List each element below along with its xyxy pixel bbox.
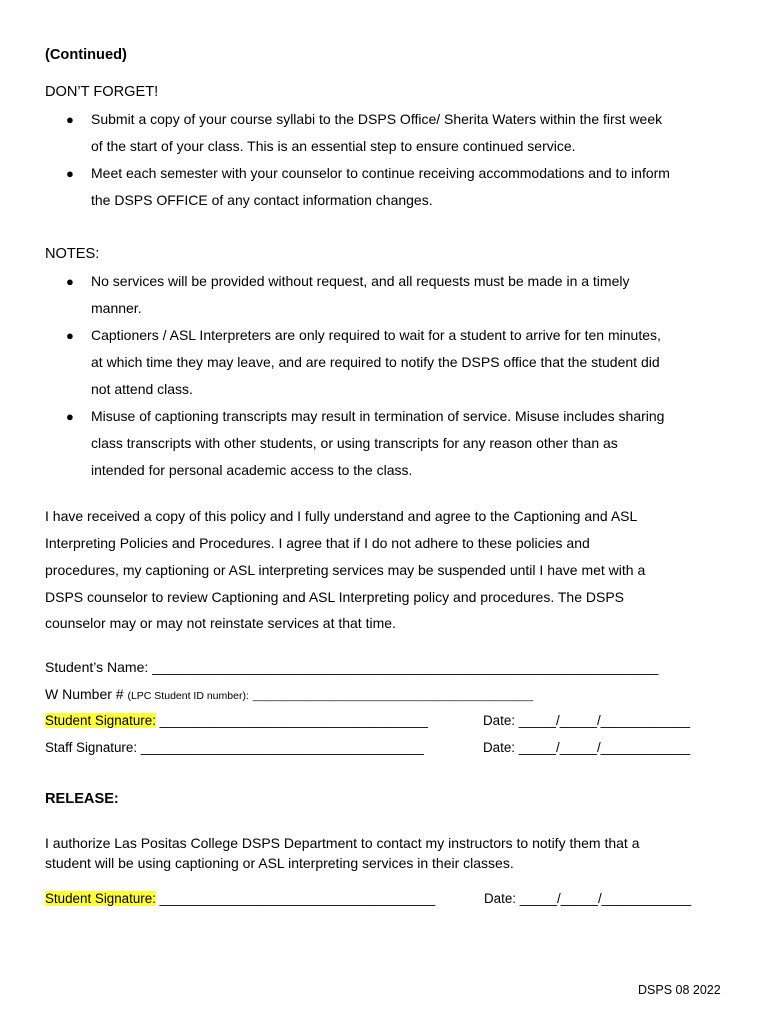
release-heading: RELEASE: (45, 791, 119, 807)
paragraph-line: procedures, my captioning or ASL interpreting services may be suspended until I have met with a (45, 562, 646, 578)
release-line: student will be using captioning or ASL interpreting services in their classes. (45, 855, 514, 871)
date-label: Date: (483, 713, 516, 728)
staff-signature-line[interactable]: ______________________________________ (140, 740, 424, 755)
list-item-line: Submit a copy of your course syllabi to the DSPS Office/ Sherita Waters within the first week (91, 111, 663, 127)
release-signature-line[interactable]: _____________________________________ (159, 891, 436, 906)
student-signature-line[interactable]: ____________________________________ (159, 713, 428, 728)
bullet-icon: ● (66, 112, 74, 127)
list-item-line: intended for personal academic access to the class. (91, 462, 413, 478)
list-item-line: Captioners / ASL Interpreters are only required to wait for a student to arrive for ten minutes, (91, 327, 661, 343)
release-date-field[interactable] (484, 891, 691, 906)
w-number-field[interactable] (45, 686, 533, 702)
date-label: Date: (484, 891, 517, 906)
paragraph-line: counselor may or may not reinstate services at that time. (45, 615, 396, 631)
student-name-line[interactable]: _________________________________________________________________ (152, 659, 659, 675)
continued-label: (Continued) (45, 47, 127, 63)
staff-signature-label: Staff Signature: (45, 740, 138, 755)
staff-signature-field[interactable] (45, 740, 424, 755)
paragraph-line: DSPS counselor to review Captioning and ASL Interpreting policy and procedures. The DSPS (45, 589, 624, 605)
notes-heading: NOTES: (45, 246, 100, 262)
list-item-line: not attend class. (91, 381, 193, 397)
w-number-sublabel: (LPC Student ID number): (127, 690, 249, 702)
bullet-icon: ● (66, 274, 74, 289)
list-item-line: Misuse of captioning transcripts may result in termination of service. Misuse includes sharing (91, 408, 665, 424)
list-item-line: at which time they may leave, and are required to notify the DSPS office that the student did (91, 354, 660, 370)
release-signature-field[interactable] (45, 891, 435, 906)
date-line[interactable]: _____/_____/____________ (518, 740, 691, 755)
student-signature-field[interactable] (45, 713, 428, 728)
w-number-label: W Number # (45, 686, 124, 702)
date-line[interactable]: _____/_____/____________ (519, 891, 692, 906)
student-date-field[interactable] (483, 713, 690, 728)
footer-code: DSPS 08 2022 (638, 983, 721, 997)
list-item-line: No services will be provided without request, and all requests must be made in a timely (91, 273, 630, 289)
release-line: I authorize Las Positas College DSPS Department to contact my instructors to notify them that a (45, 835, 640, 851)
bullet-icon: ● (66, 166, 74, 181)
list-item-line: the DSPS OFFICE of any contact information changes. (91, 192, 433, 208)
student-signature-label: Student Signature: (45, 713, 156, 728)
list-item-line: Meet each semester with your counselor to continue receiving accommodations and to inform (91, 165, 670, 181)
date-label: Date: (483, 740, 516, 755)
bullet-icon: ● (66, 409, 74, 424)
w-number-line[interactable]: ________________________________________________ (252, 690, 534, 702)
paragraph-line: Interpreting Policies and Procedures. I agree that if I do not adhere to these policies and (45, 535, 590, 551)
list-item-line: class transcripts with other students, or using transcripts for any reason other than as (91, 435, 618, 451)
dont-forget-heading: DON’T FORGET! (45, 84, 159, 100)
staff-date-field[interactable] (483, 740, 690, 755)
release-signature-label: Student Signature: (45, 891, 156, 906)
bullet-icon: ● (66, 328, 74, 343)
list-item-line: of the start of your class. This is an essential step to ensure continued service. (91, 138, 576, 154)
date-line[interactable]: _____/_____/____________ (518, 713, 691, 728)
student-name-field[interactable] (45, 659, 658, 675)
list-item-line: manner. (91, 300, 142, 316)
paragraph-line: I have received a copy of this policy and I fully understand and agree to the Captioning and ASL (45, 508, 638, 524)
student-name-label: Student’s Name: (45, 659, 149, 675)
